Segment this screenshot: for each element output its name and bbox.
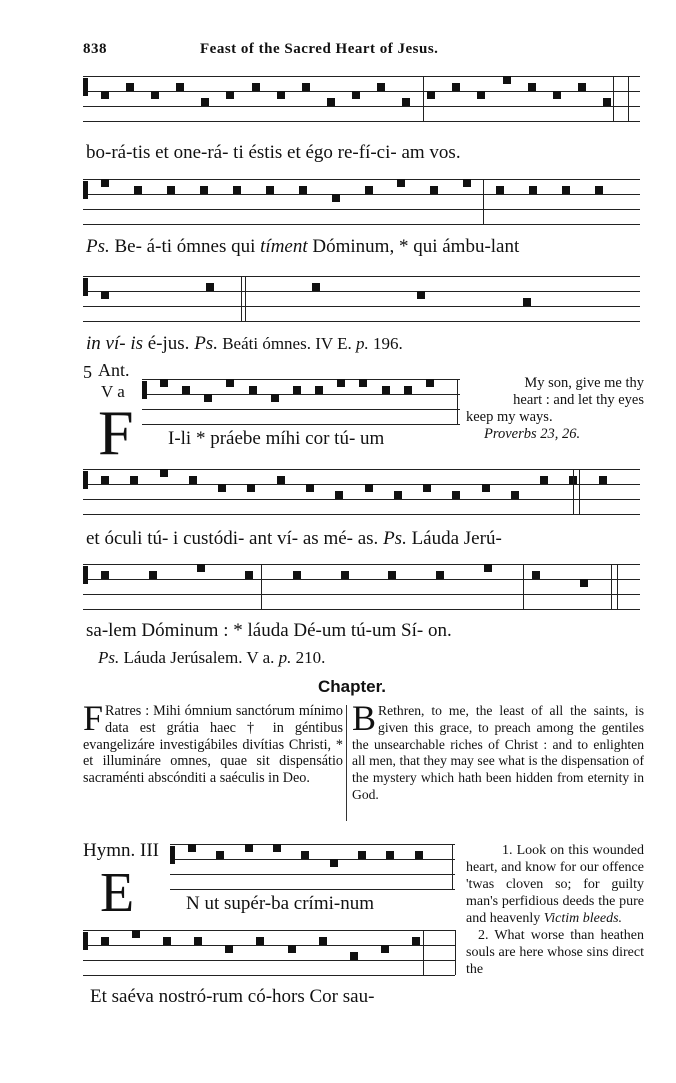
translation-line: My son, give me thy — [524, 375, 644, 391]
staff-line — [142, 424, 460, 425]
neume-note — [132, 930, 140, 938]
chapter-heading: Chapter. — [318, 677, 387, 696]
neume-note — [496, 186, 504, 194]
antiphon-label: Ant. — [98, 360, 130, 380]
staff-line — [170, 844, 455, 845]
clef-icon — [170, 846, 175, 864]
neume-note — [529, 186, 537, 194]
staff-line — [83, 484, 640, 485]
neume-note — [134, 186, 142, 194]
neume-note — [204, 394, 212, 402]
neume-note — [503, 76, 511, 84]
neume-note — [273, 844, 281, 852]
neume-note — [394, 491, 402, 499]
neume-note — [427, 91, 435, 99]
neume-note — [226, 379, 234, 387]
lyrics-line-3 — [86, 333, 403, 356]
staff-line — [170, 859, 455, 860]
lyrics-text: 196. — [368, 334, 403, 353]
neume-note — [302, 83, 310, 91]
neume-note — [350, 952, 358, 960]
neume-note — [149, 571, 157, 579]
bar-line — [579, 469, 580, 514]
staff-1 — [83, 72, 640, 126]
neume-note — [189, 476, 197, 484]
bar-line — [245, 276, 246, 321]
neume-note — [197, 564, 205, 572]
clef-icon — [83, 278, 88, 296]
neume-note — [319, 937, 327, 945]
staff-line — [83, 276, 640, 277]
neume-note — [160, 379, 168, 387]
neume-note — [388, 571, 396, 579]
neume-note — [188, 844, 196, 852]
neume-note — [335, 491, 343, 499]
lyrics-line-2 — [86, 236, 519, 259]
neume-note — [218, 484, 226, 492]
staff-line — [83, 121, 640, 122]
psalm-label: Ps. — [86, 236, 110, 257]
translation-line: heart : and let thy eyes — [513, 392, 644, 408]
scripture-reference: Proverbs 23, 26. — [484, 426, 581, 442]
page-title: Feast of the Sacred Heart of Jesus. — [200, 41, 439, 57]
antiphon-initial: F — [98, 397, 134, 468]
neume-note — [245, 844, 253, 852]
neume-note — [402, 98, 410, 106]
lyrics-text: Dóminum, * qui ámbu-lant — [307, 236, 520, 257]
neume-note — [377, 83, 385, 91]
staff-line — [83, 76, 640, 77]
neume-note — [201, 98, 209, 106]
neume-note — [226, 91, 234, 99]
neume-note — [482, 484, 490, 492]
staff-line — [83, 945, 455, 946]
neume-note — [245, 571, 253, 579]
neume-note — [337, 379, 345, 387]
staff-line — [83, 179, 640, 180]
neume-note — [412, 937, 420, 945]
neume-note — [293, 571, 301, 579]
neume-note — [299, 186, 307, 194]
lyrics-line-1: bo-rá-tis et one-rá- ti éstis et égo re-fí-ci- am vos. — [86, 142, 461, 163]
neume-note — [603, 98, 611, 106]
neume-note — [194, 937, 202, 945]
staff-antiphon — [142, 375, 460, 429]
translation-line: keep my ways. — [466, 409, 553, 425]
hymn-label: Hymn. III — [83, 840, 159, 861]
neume-note — [359, 379, 367, 387]
neume-note — [553, 91, 561, 99]
neume-note — [277, 91, 285, 99]
staff-line — [170, 889, 455, 890]
chapter-english — [352, 698, 644, 804]
neume-note — [386, 851, 394, 859]
lyrics-line-5 — [86, 528, 502, 551]
neume-note — [358, 851, 366, 859]
neume-note — [452, 83, 460, 91]
staff-line — [83, 224, 640, 225]
neume-note — [247, 484, 255, 492]
staff-line — [83, 564, 640, 565]
neume-note — [562, 186, 570, 194]
psalm-label: Ps. — [383, 528, 407, 549]
clef-icon — [83, 78, 88, 96]
neume-note — [417, 291, 425, 299]
chapter-english-text: Rethren, to me, the least of all the saints, is given this grace, to preach among the gentiles the unsearchable riches of Christ : and to enlighten all men, that they may see what is the dispensation of the mystery which hath been hidden from eternity in God. — [352, 703, 644, 802]
neume-note — [101, 937, 109, 945]
neume-note — [101, 179, 109, 187]
neume-note — [256, 937, 264, 945]
neume-note — [101, 91, 109, 99]
staff-line — [83, 321, 640, 322]
hymn-initial: E — [100, 862, 135, 924]
neume-note — [225, 945, 233, 953]
clef-icon — [83, 181, 88, 199]
hymn-line-1: N ut supér-ba crími-num — [186, 893, 374, 914]
staff-line — [83, 291, 640, 292]
neume-note — [176, 83, 184, 91]
staff-line — [142, 379, 460, 380]
staff-6 — [83, 560, 640, 614]
staff-line — [83, 209, 640, 210]
neume-note — [327, 98, 335, 106]
bar-line — [423, 930, 424, 975]
neume-note — [580, 579, 588, 587]
staff-hymn-2 — [83, 926, 455, 980]
bar-line — [573, 469, 574, 514]
neume-note — [436, 571, 444, 579]
neume-note — [200, 186, 208, 194]
bar-line — [628, 76, 629, 121]
clef-icon — [83, 471, 88, 489]
lyrics-text: é-jus. — [143, 333, 195, 354]
neume-note — [288, 945, 296, 953]
neume-note — [101, 571, 109, 579]
staff-line — [83, 960, 455, 961]
staff-line — [83, 499, 640, 500]
neume-note — [306, 484, 314, 492]
neume-note — [160, 469, 168, 477]
neume-note — [130, 476, 138, 484]
antiphon-text: I-li * práebe míhi cor tú- um — [168, 428, 385, 449]
psalm-reference — [98, 648, 325, 668]
neume-note — [532, 571, 540, 579]
translation-italic: Victim bleeds. — [543, 911, 623, 926]
neume-note — [423, 484, 431, 492]
neume-note — [415, 851, 423, 859]
hymn-translation — [466, 842, 644, 978]
neume-note — [182, 386, 190, 394]
neume-note — [404, 386, 412, 394]
clef-icon — [142, 381, 147, 399]
neume-note — [426, 379, 434, 387]
staff-5 — [83, 465, 640, 519]
staff-3 — [83, 272, 640, 326]
page-ref: p. — [278, 648, 292, 667]
bar-line — [611, 564, 612, 609]
bar-line — [452, 844, 453, 889]
lyrics-text: 210. — [291, 648, 326, 667]
neume-note — [578, 83, 586, 91]
staff-line — [83, 306, 640, 307]
neume-note — [167, 186, 175, 194]
psalm-label: Ps. — [194, 333, 218, 354]
neume-note — [365, 484, 373, 492]
neume-note — [293, 386, 301, 394]
mode-number: 5 — [83, 362, 92, 382]
drop-initial: B — [352, 698, 377, 738]
staff-line — [83, 975, 455, 976]
staff-line — [83, 579, 640, 580]
bar-line — [483, 179, 484, 224]
staff-line — [83, 514, 640, 515]
bar-line — [523, 564, 524, 609]
neume-note — [540, 476, 548, 484]
bar-line — [617, 564, 618, 609]
page-number: 838 — [83, 41, 107, 57]
lyrics-text: Be- á-ti ómnes qui — [109, 236, 261, 257]
hymn-line-2: Et saéva nostró-rum có-hors Cor sau- — [90, 986, 375, 1007]
neume-note — [463, 179, 471, 187]
lyrics-italic: in ví- is — [86, 333, 143, 354]
lyrics-italic: tíment — [260, 236, 308, 257]
column-divider — [346, 705, 347, 821]
neume-note — [163, 937, 171, 945]
neume-note — [312, 283, 320, 291]
neume-note — [477, 91, 485, 99]
neume-note — [599, 476, 607, 484]
bar-line — [241, 276, 242, 321]
chapter-latin-text: Ratres : Mihi ómnium sanctórum mínimo data est grátia haec † in géntibus evangelizáre investigábiles divítias Christi, * et illumináre omnes, quae sit dispensátio sacraménti abscónditi a saéculis in Deo. — [83, 703, 343, 787]
staff-hymn-1 — [170, 840, 455, 894]
neume-note — [151, 91, 159, 99]
neume-note — [126, 83, 134, 91]
neume-note — [252, 83, 260, 91]
neume-note — [277, 476, 285, 484]
lyrics-text: Beáti ómnes. IV E. — [217, 334, 356, 353]
staff-line — [83, 594, 640, 595]
lyrics-text: Láuda Jerúsalem. V a. — [119, 648, 279, 667]
clef-icon — [83, 566, 88, 584]
staff-2 — [83, 175, 640, 229]
neume-note — [249, 386, 257, 394]
staff-line — [170, 874, 455, 875]
neume-note — [484, 564, 492, 572]
neume-note — [511, 491, 519, 499]
neume-note — [528, 83, 536, 91]
bar-line — [261, 564, 262, 609]
lyrics-line-6: sa-lem Dóminum : * láuda Dé-um tú-um Sí- on. — [86, 620, 452, 641]
bar-line — [613, 76, 614, 121]
neume-note — [452, 491, 460, 499]
neume-note — [365, 186, 373, 194]
neume-note — [341, 571, 349, 579]
translation-text: 1. Look on this wounded heart, and know for our offence 'twas cloven so; for guilty man's perfidious deeds the pure and heavenly — [466, 843, 644, 926]
neume-note — [271, 394, 279, 402]
neume-note — [430, 186, 438, 194]
page-ref: p. — [355, 334, 369, 353]
neume-note — [101, 476, 109, 484]
neume-note — [216, 851, 224, 859]
neume-note — [397, 179, 405, 187]
neume-note — [266, 186, 274, 194]
neume-note — [301, 851, 309, 859]
neume-note — [101, 291, 109, 299]
bar-line — [455, 930, 456, 975]
staff-line — [83, 609, 640, 610]
staff-line — [83, 194, 640, 195]
antiphon-sub: V a — [101, 382, 125, 401]
neume-note — [595, 186, 603, 194]
staff-line — [142, 394, 460, 395]
psalm-label: Ps. — [98, 648, 120, 667]
lyrics-text: Láuda Jerú- — [406, 528, 502, 549]
staff-line — [83, 106, 640, 107]
neume-note — [523, 298, 531, 306]
neume-note — [381, 945, 389, 953]
bar-line — [423, 76, 424, 121]
neume-note — [315, 386, 323, 394]
bar-line — [457, 379, 458, 424]
neume-note — [233, 186, 241, 194]
clef-icon — [83, 932, 88, 950]
translation-text: 2. What worse than heathen souls are here whose sins direct the — [466, 928, 644, 977]
neume-note — [206, 283, 214, 291]
chapter-latin — [83, 698, 343, 787]
neume-note — [352, 91, 360, 99]
neume-note — [382, 386, 390, 394]
drop-initial: F — [83, 698, 104, 738]
staff-line — [142, 409, 460, 410]
neume-note — [330, 859, 338, 867]
neume-note — [332, 194, 340, 202]
lyrics-text: et óculi tú- i custódi- ant ví- as mé- as. — [86, 528, 384, 549]
antiphon-translation — [466, 375, 644, 443]
